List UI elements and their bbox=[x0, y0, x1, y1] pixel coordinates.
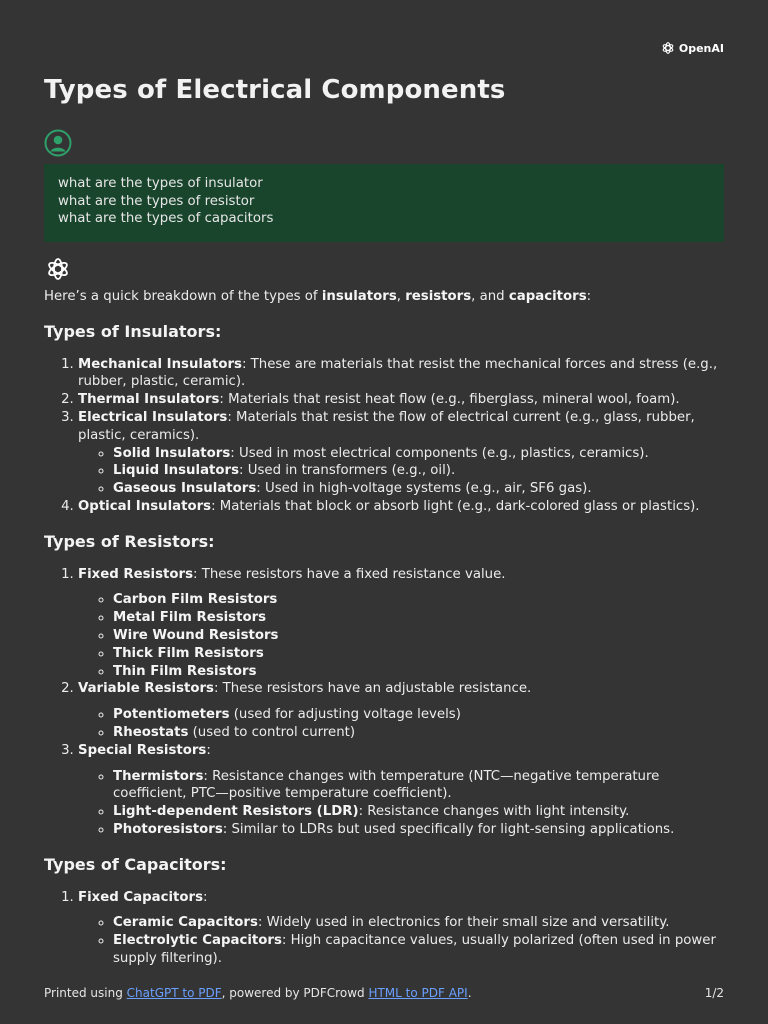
sub-list-item bbox=[113, 914, 724, 932]
sub-list-item bbox=[113, 609, 724, 627]
item-term: Electrical Insulators bbox=[78, 409, 228, 425]
item-term: Variable Resistors bbox=[78, 681, 214, 697]
intro-text: , bbox=[396, 289, 406, 304]
item-term: Light-dependent Resistors (LDR) bbox=[113, 804, 359, 820]
footer bbox=[44, 986, 724, 1000]
intro-bold: capacitors bbox=[508, 289, 587, 304]
sub-list-item bbox=[113, 445, 724, 463]
openai-logo-icon bbox=[660, 40, 676, 56]
item-term: Carbon Film Resistors bbox=[113, 592, 278, 608]
chatgpt-logo-icon bbox=[44, 255, 72, 283]
sub-list-item bbox=[113, 591, 724, 609]
item-desc: (used to control current) bbox=[188, 724, 356, 740]
resistors-list bbox=[44, 566, 724, 839]
item-desc: : Used in most electrical components (e.g., plastics, ceramics). bbox=[230, 445, 649, 461]
item-desc: : Resistance changes with temperature (NTC—negative temperature coefficient, PTC—positive temperature coefficient). bbox=[113, 768, 660, 802]
footer-text: Printed using bbox=[44, 986, 127, 1000]
item-desc: : Resistance changes with light intensity. bbox=[358, 804, 630, 820]
item-term: Photoresistors bbox=[113, 821, 223, 837]
chatgpt-to-pdf-link[interactable]: ChatGPT to PDF bbox=[126, 986, 222, 1000]
item-term: Fixed Capacitors bbox=[78, 889, 204, 905]
page-number: 1/2 bbox=[704, 986, 724, 1000]
list-item bbox=[78, 356, 724, 392]
item-desc: : Used in transformers (e.g., oil). bbox=[239, 463, 456, 479]
list-item bbox=[78, 742, 724, 839]
sub-list-item bbox=[113, 663, 724, 681]
sub-list bbox=[78, 445, 724, 498]
sub-list-item bbox=[113, 706, 724, 724]
item-term: Fixed Resistors bbox=[78, 566, 193, 582]
item-term: Thermistors bbox=[113, 768, 204, 784]
sub-list-item bbox=[113, 932, 724, 968]
item-desc: : Materials that block or absorb light (e.g., dark-colored glass or plastics). bbox=[211, 498, 700, 514]
item-term: Electrolytic Capacitors bbox=[113, 933, 282, 949]
prompt-line: what are the types of resistor bbox=[58, 193, 255, 209]
footer-credit bbox=[44, 986, 472, 1000]
list-item bbox=[78, 498, 724, 516]
sub-list-item bbox=[113, 821, 724, 839]
page-title: Types of Electrical Components bbox=[44, 75, 506, 105]
item-term: Ceramic Capacitors bbox=[113, 915, 258, 931]
answer-intro bbox=[44, 288, 724, 306]
item-desc: (used for adjusting voltage levels) bbox=[229, 707, 461, 723]
insulators-list bbox=[44, 356, 724, 516]
item-term: Rheostats bbox=[113, 724, 189, 740]
prompt-line: what are the types of insulator bbox=[58, 176, 263, 191]
sub-list-item bbox=[113, 768, 724, 804]
capacitors-heading: Types of Capacitors: bbox=[44, 854, 227, 874]
intro-bold: resistors bbox=[405, 289, 472, 304]
sub-list bbox=[78, 914, 724, 967]
item-desc: : These resistors have a fixed resistance value. bbox=[193, 566, 506, 582]
list-item bbox=[78, 409, 724, 498]
item-desc: : Used in high-voltage systems (e.g., air, SF6 gas). bbox=[256, 481, 592, 497]
item-term: Optical Insulators bbox=[78, 498, 212, 514]
sub-list-item bbox=[113, 803, 724, 821]
item-term: Potentiometers bbox=[113, 707, 230, 723]
item-term: Liquid Insulators bbox=[113, 463, 240, 479]
intro-text: : bbox=[586, 289, 592, 304]
brand bbox=[660, 40, 724, 56]
item-term: Thermal Insulators bbox=[78, 392, 220, 408]
item-term: Mechanical Insulators bbox=[78, 356, 242, 372]
intro-bold: insulators bbox=[321, 289, 397, 304]
insulators-heading: Types of Insulators: bbox=[44, 321, 222, 341]
sub-list-item bbox=[113, 462, 724, 480]
sub-list-item bbox=[113, 480, 724, 498]
item-term: Metal Film Resistors bbox=[113, 610, 267, 626]
list-item bbox=[78, 889, 724, 968]
item-term: Special Resistors bbox=[78, 742, 207, 758]
list-item bbox=[78, 391, 724, 409]
intro-text: Here’s a quick breakdown of the types of bbox=[44, 289, 322, 304]
list-item bbox=[78, 566, 724, 681]
item-term: Thin Film Resistors bbox=[113, 663, 257, 679]
item-term: Thick Film Resistors bbox=[113, 645, 264, 661]
item-desc: : Materials that resist the flow of electrical current (e.g., glass, rubber, plastic, ceramics). bbox=[78, 409, 695, 443]
item-desc: : bbox=[203, 889, 208, 905]
item-term: Gaseous Insulators bbox=[113, 481, 257, 497]
capacitors-list bbox=[44, 889, 724, 968]
item-term: Solid Insulators bbox=[113, 445, 231, 461]
sub-list bbox=[78, 591, 724, 680]
resistors-heading: Types of Resistors: bbox=[44, 531, 215, 551]
item-desc: : Similar to LDRs but used specifically for light-sensing applications. bbox=[222, 821, 675, 837]
sub-list-item bbox=[113, 627, 724, 645]
assistant-answer bbox=[44, 288, 724, 968]
item-desc: : These are materials that resist the mechanical forces and stress (e.g., rubber, plastic, ceramic). bbox=[78, 356, 718, 390]
html-to-pdf-api-link[interactable]: HTML to PDF API bbox=[368, 986, 468, 1000]
prompt-line: what are the types of capacitors bbox=[58, 211, 274, 226]
intro-text: , and bbox=[471, 289, 509, 304]
sub-list bbox=[78, 768, 724, 839]
list-item bbox=[78, 680, 724, 741]
sub-list bbox=[78, 706, 724, 742]
sub-list-item bbox=[113, 724, 724, 742]
item-term: Wire Wound Resistors bbox=[113, 627, 279, 643]
item-desc: : Widely used in electronics for their small size and versatility. bbox=[257, 915, 670, 931]
user-prompt bbox=[44, 164, 724, 242]
item-desc: : bbox=[206, 742, 211, 758]
footer-text: . bbox=[467, 986, 472, 1000]
user-avatar-icon bbox=[44, 129, 72, 157]
sub-list-item bbox=[113, 645, 724, 663]
footer-text: , powered by PDFCrowd bbox=[221, 986, 369, 1000]
item-desc: : These resistors have an adjustable resistance. bbox=[213, 681, 532, 697]
brand-name: OpenAI bbox=[678, 41, 724, 55]
item-desc: : High capacitance values, usually polarized (often used in power supply filtering). bbox=[113, 933, 716, 966]
item-desc: : Materials that resist heat flow (e.g., fiberglass, mineral wool, foam). bbox=[219, 392, 680, 408]
